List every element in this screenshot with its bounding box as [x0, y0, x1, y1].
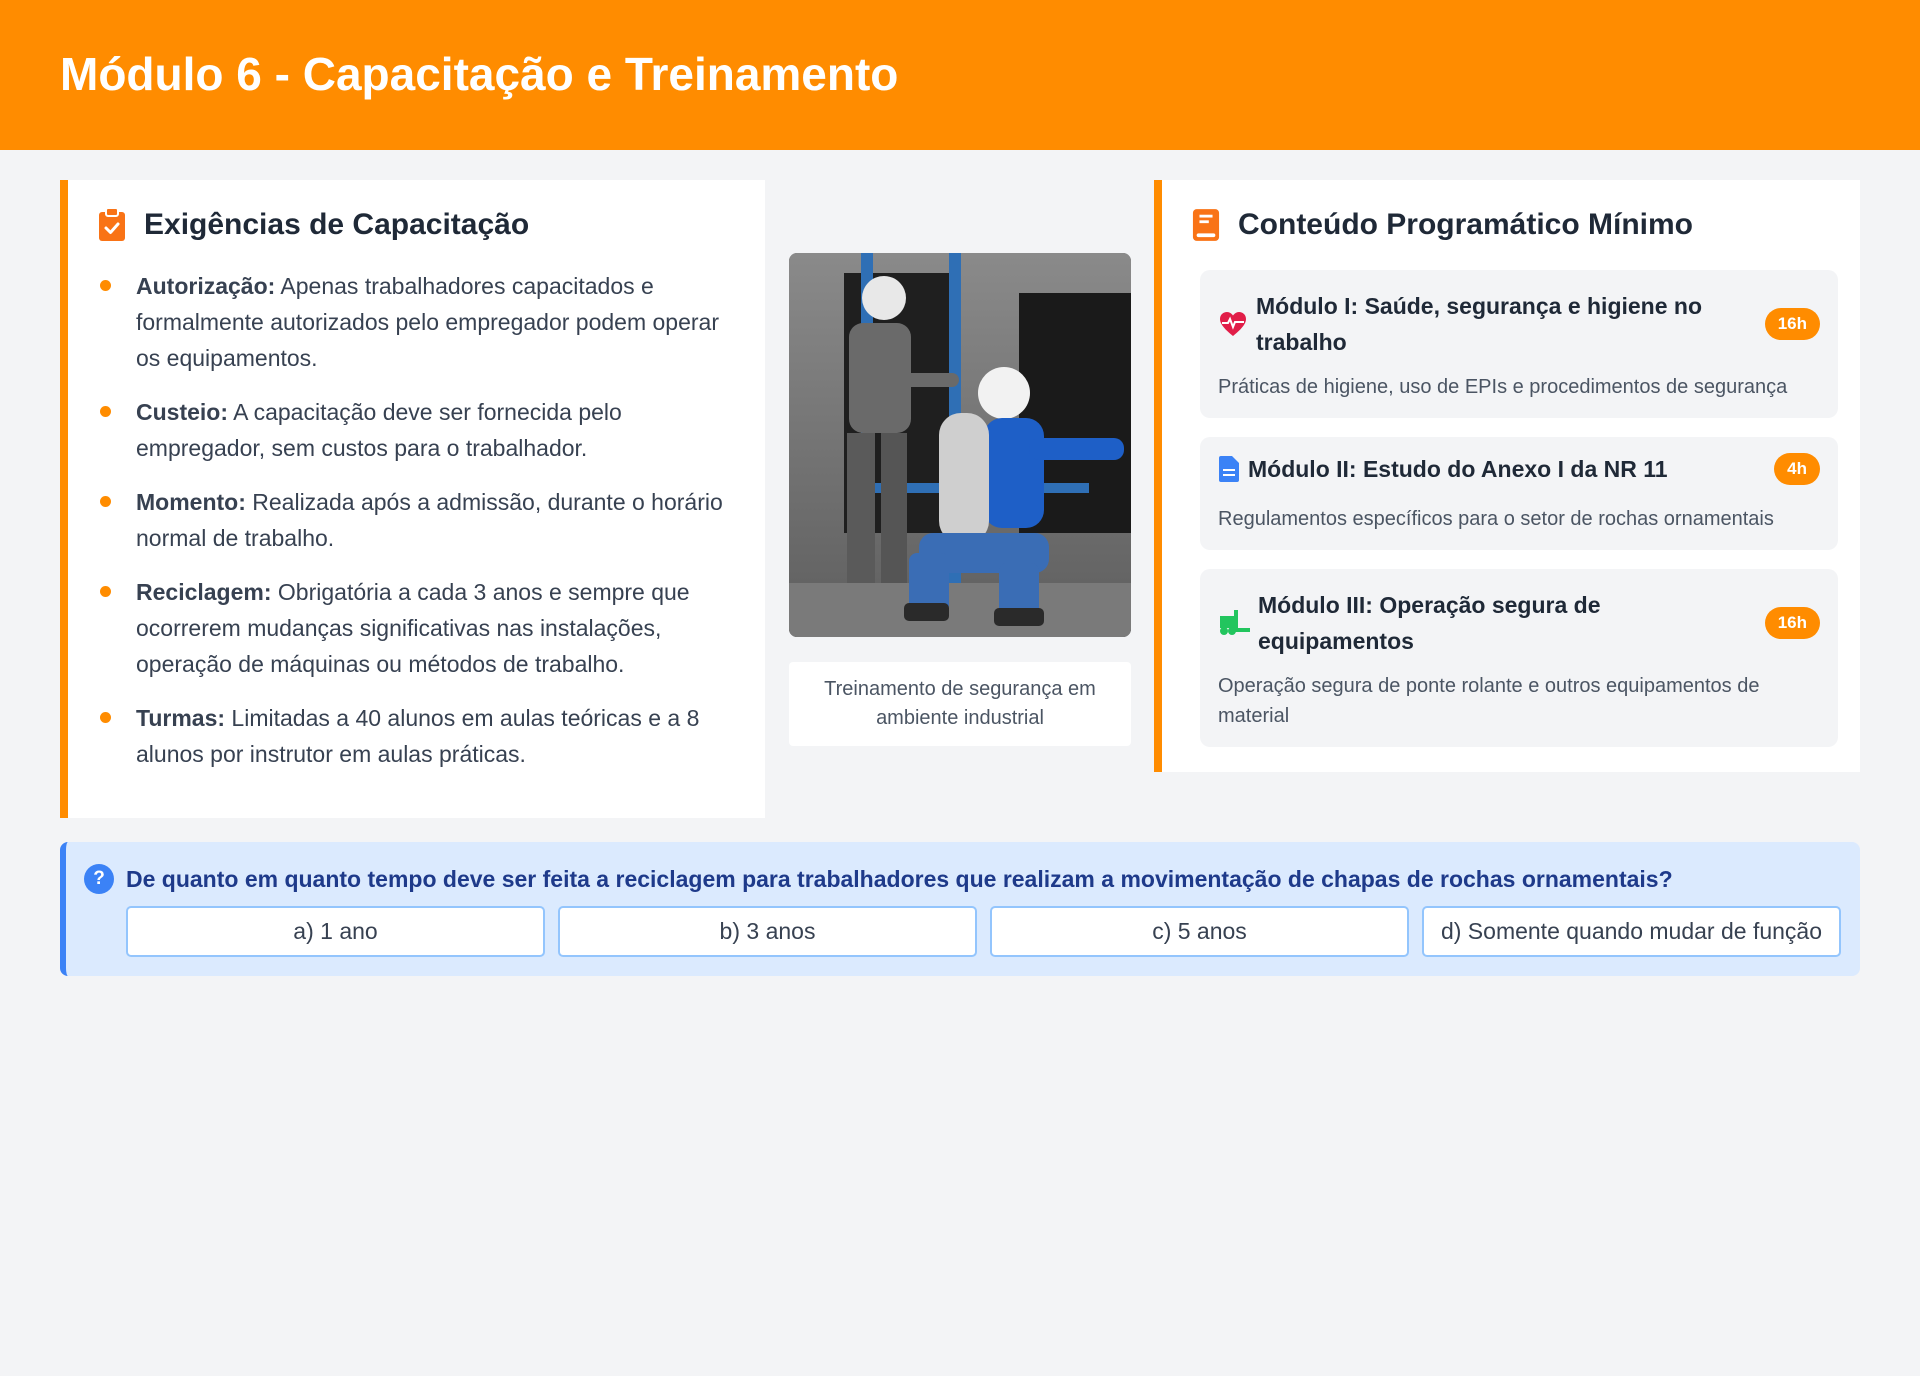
training-photo — [789, 253, 1131, 637]
hours-badge: 16h — [1765, 308, 1820, 340]
list-item — [98, 574, 738, 682]
page-header — [0, 0, 1920, 150]
module-title: Módulo I: Saúde, segurança e higiene no trabalho — [1256, 293, 1703, 355]
quiz-box — [60, 842, 1860, 976]
quiz-option-a[interactable]: a) 1 ano — [126, 906, 545, 957]
item-text: Realizada após a admissão, durante o horário normal de trabalho. — [136, 489, 723, 551]
document-icon — [1218, 456, 1240, 482]
requirements-card — [60, 180, 765, 818]
content-card-title — [1192, 208, 1693, 242]
item-label: Reciclagem: — [136, 579, 272, 605]
forklift-icon — [1218, 610, 1250, 636]
bullet — [100, 712, 111, 723]
module-title: Módulo III: Operação segura de equipamentos — [1258, 592, 1601, 654]
book-icon — [1192, 208, 1220, 242]
item-text: Obrigatória a cada 3 anos e sempre que ocorrerem mudanças significativas nas instalações, operação de máquinas ou métodos de trabalho. — [136, 579, 690, 677]
question-text: De quanto em quanto tempo deve ser feita a reciclagem para trabalhadores que realizam a movimentação de chapas de rochas ornamentais? — [126, 865, 1673, 892]
quiz-option-b[interactable]: b) 3 anos — [558, 906, 977, 957]
bullet — [100, 496, 111, 507]
item-label: Autorização: — [136, 273, 276, 299]
quiz-option-c[interactable]: c) 5 anos — [990, 906, 1409, 957]
module-card — [1200, 437, 1838, 550]
requirements-card-title — [98, 208, 529, 242]
module-description: Operação segura de ponte rolante e outros equipamentos de material — [1218, 675, 1760, 727]
quiz-options — [126, 906, 1841, 957]
list-item — [98, 268, 738, 376]
item-text: A capacitação deve ser fornecida pelo empregador, sem custos para o trabalhador. — [136, 399, 622, 461]
item-text: Apenas trabalhadores capacitados e formalmente autorizados pelo empregador podem operar os equipamentos. — [136, 273, 719, 371]
module-card — [1200, 270, 1838, 418]
content-card — [1154, 180, 1860, 772]
bullet — [100, 280, 111, 291]
bullet — [100, 586, 111, 597]
requirements-heading: Exigências de Capacitação — [144, 208, 530, 241]
quiz-question — [84, 864, 1673, 894]
requirements-list — [98, 268, 738, 790]
item-label: Turmas: — [136, 705, 226, 731]
heart-pulse-icon — [1218, 311, 1248, 337]
item-label: Custeio: — [136, 399, 228, 425]
photo-caption: Treinamento de segurança em ambiente industrial — [789, 662, 1131, 746]
clipboard-check-icon — [98, 208, 126, 242]
question-icon: ? — [84, 864, 114, 894]
module-description: Práticas de higiene, uso de EPIs e procedimentos de segurança — [1218, 376, 1788, 398]
hours-badge: 16h — [1765, 607, 1820, 639]
module-description: Regulamentos específicos para o setor de rochas ornamentais — [1218, 508, 1774, 530]
list-item — [98, 484, 738, 556]
quiz-option-d[interactable]: d) Somente quando mudar de função — [1422, 906, 1841, 957]
item-label: Momento: — [136, 489, 246, 515]
page-title: Módulo 6 - Capacitação e Treinamento — [60, 48, 899, 100]
hours-badge: 4h — [1774, 453, 1820, 485]
list-item — [98, 700, 738, 772]
list-item — [98, 394, 738, 466]
content-heading: Conteúdo Programático Mínimo — [1238, 208, 1694, 241]
item-text: Limitadas a 40 alunos em aulas teóricas e a 8 alunos por instrutor em aulas práticas. — [136, 705, 700, 767]
module-title: Módulo II: Estudo do Anexo I da NR 11 — [1248, 456, 1668, 482]
module-card — [1200, 569, 1838, 747]
bullet — [100, 406, 111, 417]
